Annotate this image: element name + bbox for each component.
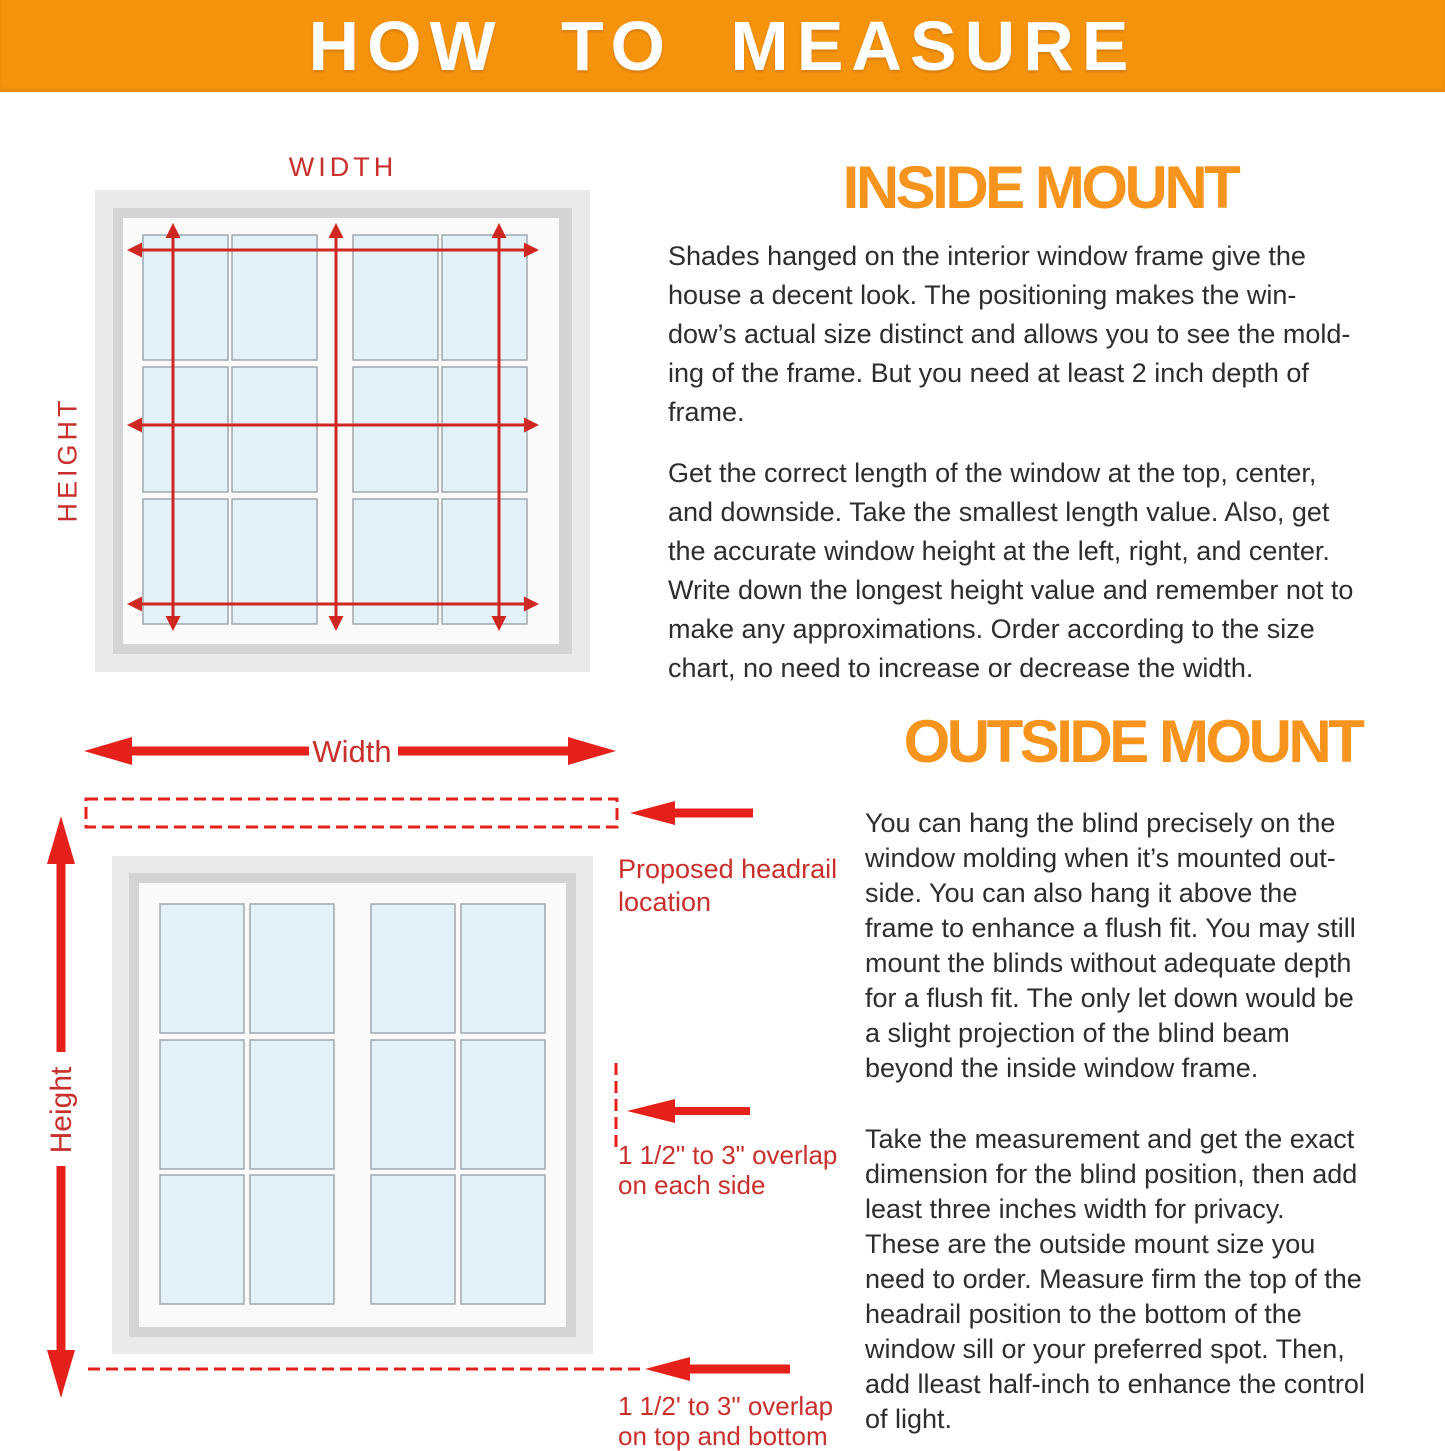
bottom-overlap-pointer-arrow bbox=[645, 1357, 790, 1381]
inside-mount-window-diagram bbox=[95, 190, 590, 672]
glass-pane bbox=[232, 367, 317, 492]
height-dimension-label: Height bbox=[45, 1066, 78, 1154]
glass-pane bbox=[143, 235, 228, 360]
glass-pane bbox=[353, 235, 438, 360]
page-title: HOW TO MEASURE bbox=[308, 7, 1137, 85]
width-arrow-left bbox=[84, 737, 309, 765]
outside-mount-paragraph-2: Take the measurement and get the exact dimension for the blind position, then add least three inches width for privacy. These are the outside mount size you need to order. Measure firm the top of the headrail position to the bottom of the window sill or your preferred spot. Then, add lleast half-inch to enhance the control of light. bbox=[865, 1124, 1365, 1434]
glass-pane bbox=[461, 1040, 545, 1169]
width-dimension-label: WIDTH bbox=[288, 152, 398, 182]
side-overlap-note: 1 1/2" to 3" overlap on each side bbox=[618, 1140, 838, 1200]
inside-mount-paragraph-2: Get the correct length of the window at the top, center, and downside. Take the smallest length value. Also, get the accurate window height at the left, right, and center. Write down the longest height value and remember not to make any approximations. Order according to the size chart, no need to increase or decrease the width. bbox=[668, 458, 1354, 683]
glass-pane bbox=[250, 1175, 334, 1304]
glass-pane bbox=[143, 367, 228, 492]
glass-pane bbox=[461, 904, 545, 1033]
side-overlap-pointer-arrow bbox=[627, 1099, 750, 1123]
glass-pane bbox=[160, 1040, 244, 1169]
glass-pane bbox=[160, 904, 244, 1033]
outside-mount-window-diagram bbox=[47, 737, 790, 1398]
glass-pane bbox=[371, 904, 455, 1033]
glass-pane bbox=[250, 1040, 334, 1169]
height-dimension-label: HEIGHT bbox=[52, 396, 83, 523]
proposed-headrail-note: Proposed headrail location bbox=[618, 854, 838, 917]
glass-pane bbox=[232, 235, 317, 360]
height-arrow-bottom bbox=[47, 1166, 75, 1398]
glass-pane bbox=[353, 367, 438, 492]
glass-pane bbox=[160, 1175, 244, 1304]
width-dimension-label: Width bbox=[312, 734, 392, 769]
glass-pane bbox=[371, 1040, 455, 1169]
headrail-dashed-box bbox=[86, 799, 617, 827]
width-arrow-right bbox=[398, 737, 616, 765]
glass-pane bbox=[442, 235, 527, 360]
headrail-pointer-arrow bbox=[630, 801, 753, 825]
height-arrow-top bbox=[47, 816, 75, 1052]
glass-pane bbox=[371, 1175, 455, 1304]
glass-pane bbox=[461, 1175, 545, 1304]
outside-mount-heading: OUTSIDE MOUNT bbox=[903, 708, 1362, 775]
outside-mount-paragraph-1: You can hang the blind precisely on the window molding when it’s mounted out- side. You can also hang it above the frame to enhance a flush fit. You may still mount the blinds without adequate depth for a flush fit. The only let down would be a slight projection of the blind beam beyond the inside window frame. bbox=[865, 808, 1356, 1083]
glass-pane bbox=[442, 367, 527, 492]
inside-mount-paragraph-1: Shades hanged on the interior window frame give the house a decent look. The positioning makes the win- dow’s actual size distinct and allows you to see the mold- ing of the frame. But you need at least 2 inch depth of frame. bbox=[668, 241, 1351, 427]
inside-mount-heading: INSIDE MOUNT bbox=[842, 154, 1238, 221]
bottom-overlap-note: 1 1/2' to 3" overlap on top and bottom bbox=[618, 1391, 834, 1451]
glass-pane bbox=[250, 904, 334, 1033]
